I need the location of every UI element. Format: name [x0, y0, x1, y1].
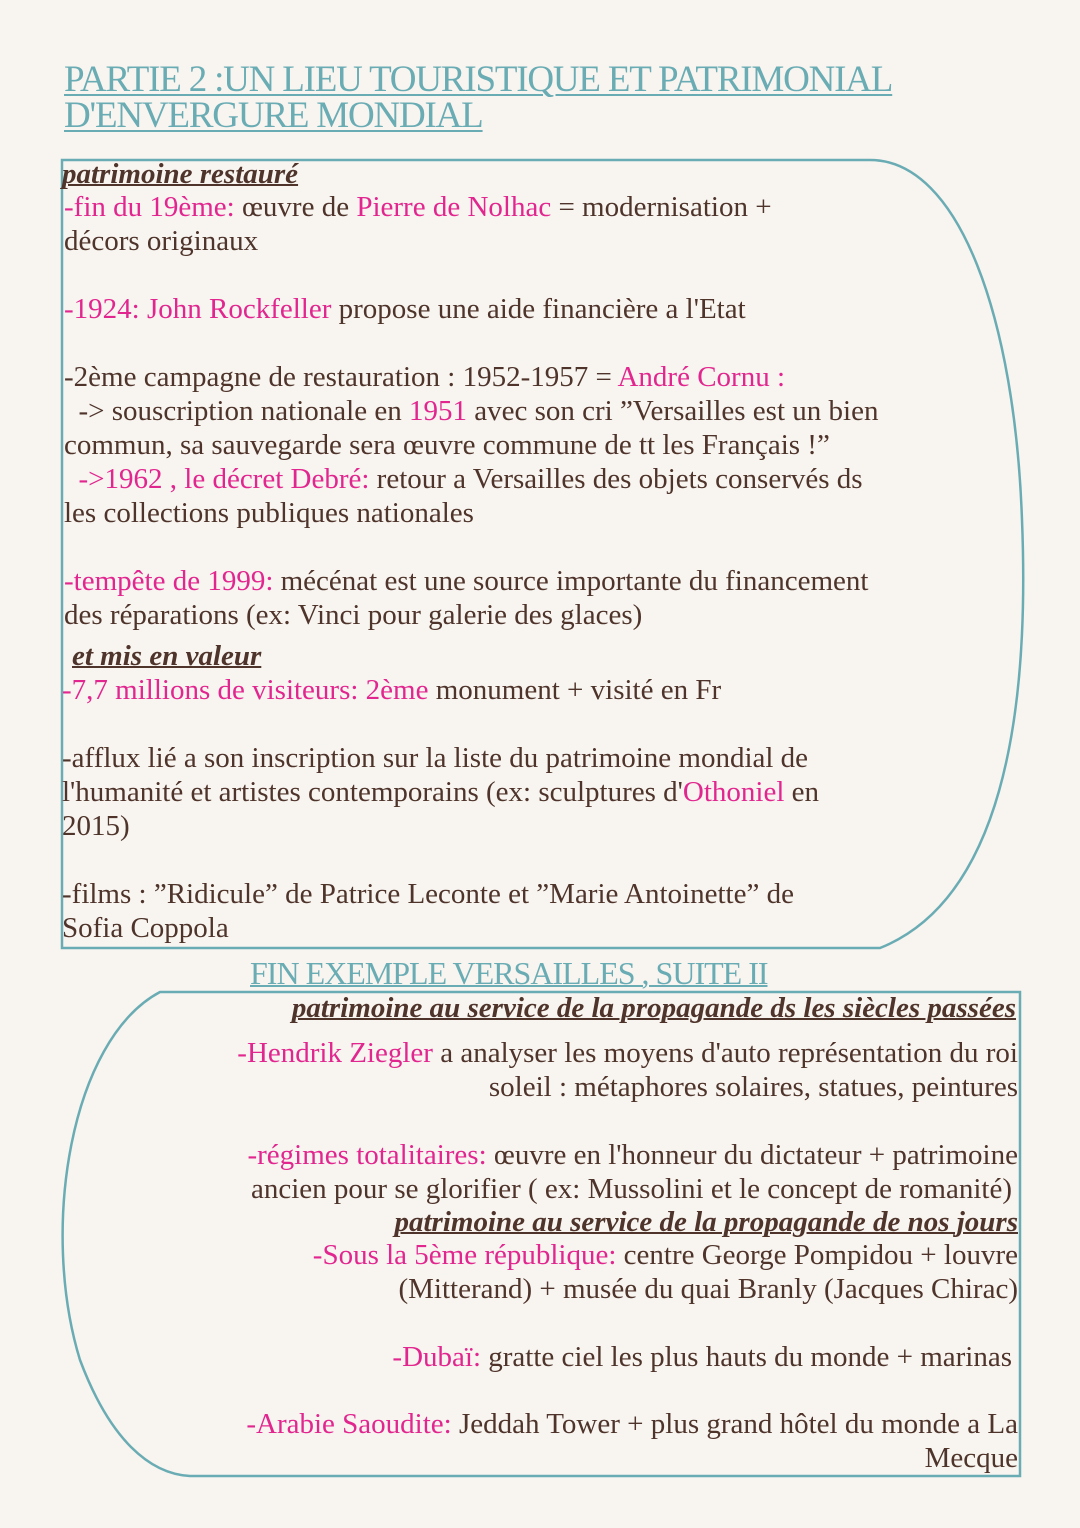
text-line: Sofia Coppola	[62, 912, 229, 944]
text-line: -Sous la 5ème république: centre George Pompidou + louvre	[312, 1239, 1018, 1271]
text-line: -Dubaï: gratte ciel les plus hauts du monde + marinas	[392, 1341, 1012, 1373]
text-line: l'humanité et artistes contemporains (ex: sculptures d'Othoniel en	[62, 776, 820, 808]
text-line: -1924: John Rockfeller propose une aide financière a l'Etat	[64, 293, 746, 325]
text-line: des réparations (ex: Vinci pour galerie des glaces)	[64, 599, 643, 631]
page-title: PARTIE 2 :UN LIEU TOURISTIQUE ET PATRIMONIAL D'ENVERGURE MONDIAL	[64, 59, 893, 136]
heading-mis-en-valeur: et mis en valeur	[72, 640, 262, 672]
text-line: -7,7 millions de visiteurs: 2ème monument + visité en Fr	[62, 674, 722, 706]
text-line: Mecque	[924, 1442, 1018, 1474]
heading-patrimoine-restaure: patrimoine restauré	[62, 158, 299, 190]
text-line: commun, sa sauvegarde sera œuvre commune de tt les Français !”	[64, 429, 830, 461]
text-line: -fin du 19ème: œuvre de Pierre de Nolhac = modernisation +	[64, 191, 772, 223]
text-line: -films : ”Ridicule” de Patrice Leconte et ”Marie Antoinette” de	[62, 878, 794, 910]
text-line: -Hendrik Ziegler a analyser les moyens d'auto représentation du roi	[237, 1037, 1018, 1069]
text-line: soleil : métaphores solaires, statues, peintures	[488, 1071, 1018, 1103]
text-line: -afflux lié a son inscription sur la liste du patrimoine mondial de	[62, 742, 809, 774]
heading-propagande-passee: patrimoine au service de la propagande ds les siècles passées	[291, 992, 1016, 1024]
text-line: -2ème campagne de restauration : 1952-1957 = André Cornu :	[64, 361, 786, 393]
text-line: décors originaux	[64, 225, 259, 257]
text-line: 2015)	[62, 810, 130, 842]
text-line: les collections publiques nationales	[64, 497, 474, 529]
text-line: ->1962 , le décret Debré: retour a Versailles des objets conservés ds	[64, 463, 863, 495]
text-line: (Mitterand) + musée du quai Branly (Jacques Chirac)	[398, 1273, 1018, 1305]
frame-top	[62, 160, 1023, 948]
text-line: -Arabie Saoudite: Jeddah Tower + plus grand hôtel du monde a La	[246, 1408, 1018, 1440]
text-line: -tempête de 1999: mécénat est une source importante du financement	[64, 565, 869, 597]
text-line: -régimes totalitaires: œuvre en l'honneur du dictateur + patrimoine	[247, 1139, 1018, 1171]
text-line: ancien pour se glorifier ( ex: Mussolini et le concept de romanité)	[251, 1173, 1012, 1205]
heading-propagande-actuelle: patrimoine au service de la propagande de nos jours	[394, 1206, 1018, 1238]
subtitle: FIN EXEMPLE VERSAILLES , SUITE II	[250, 955, 768, 991]
text-line: -> souscription nationale en 1951 avec son cri ”Versailles est un bien	[64, 395, 879, 427]
